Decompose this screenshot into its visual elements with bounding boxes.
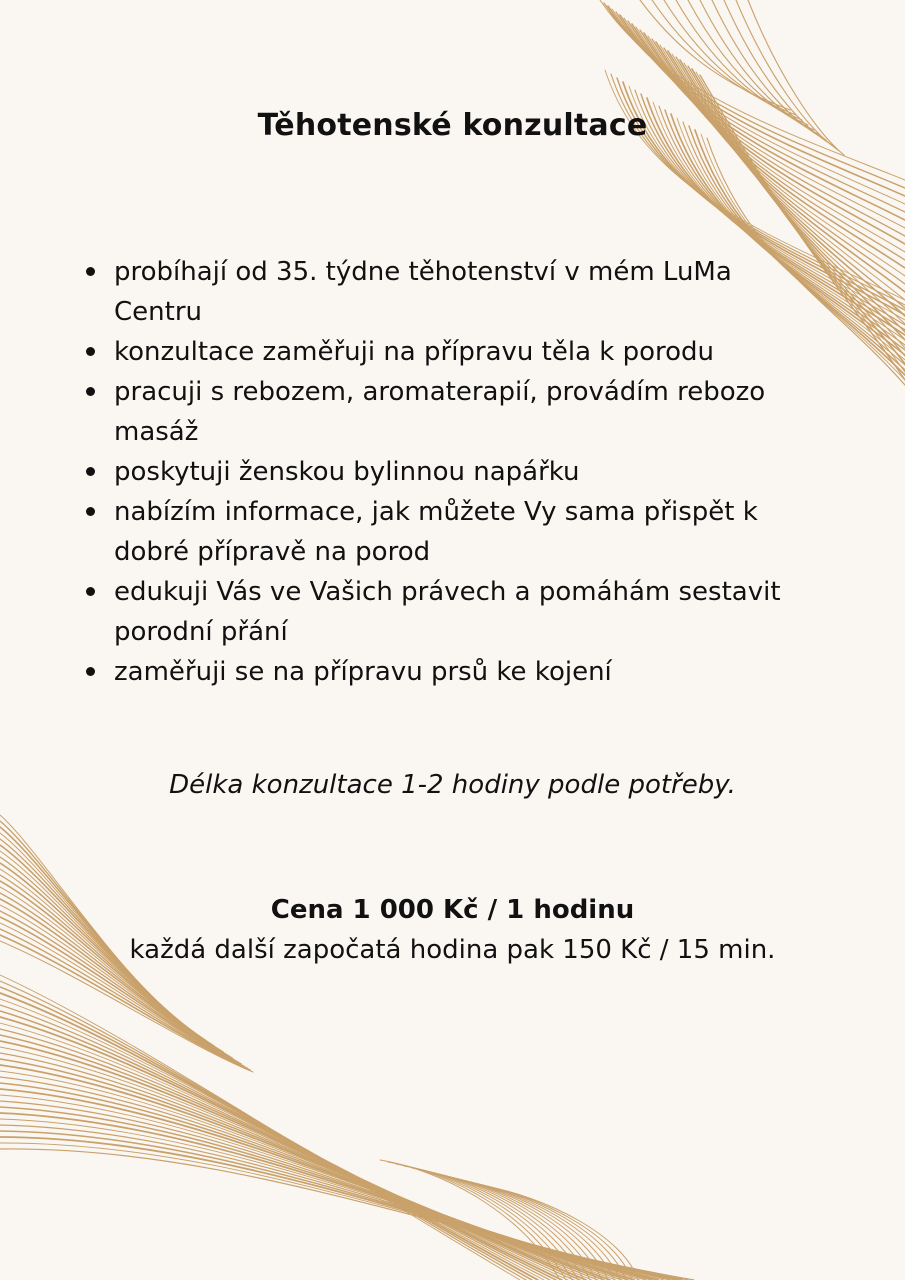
list-item: [82, 492, 822, 572]
page-title: Těhotenské konzultace: [257, 108, 648, 144]
bullet-icon: [86, 587, 95, 596]
list-item: [82, 652, 822, 692]
list-item: [82, 452, 822, 492]
price-block: [0, 890, 905, 970]
bullet-icon: [86, 267, 95, 276]
price-extra: každá další započatá hodina pak 150 Kč / 15 min.: [129, 935, 776, 965]
list-item-text: konzultace zaměřuji na přípravu těla k porodu: [114, 337, 715, 367]
list-item-text: probíhají od 35. týdne těhotenství v mém LuMa Centru: [114, 257, 732, 327]
list-item-text: edukuji Vás ve Vašich právech a pomáhám sestavit porodní přání: [114, 577, 781, 647]
list-item-text: zaměřuji se na přípravu prsů ke kojení: [114, 657, 612, 687]
list-item: [82, 572, 822, 652]
bullet-icon: [86, 387, 95, 396]
decorative-lines-bottom: [0, 790, 905, 1280]
list-item: [82, 332, 822, 372]
bullet-icon: [86, 667, 95, 676]
list-item-text: pracuji s rebozem, aromaterapií, provádím rebozo masáž: [114, 377, 766, 447]
list-item-text: nabízím informace, jak můžete Vy sama přispět k dobré přípravě na porod: [114, 497, 758, 567]
list-item: [82, 252, 822, 332]
list-item: [82, 372, 822, 452]
bullet-icon: [86, 467, 95, 476]
feature-list: [82, 252, 822, 692]
duration-note: Délka konzultace 1-2 hodiny podle potřeby.: [169, 770, 736, 800]
bullet-icon: [86, 347, 95, 356]
price-main: Cena 1 000 Kč / 1 hodinu: [270, 895, 635, 925]
list-item-text: poskytuji ženskou bylinnou napářku: [114, 457, 580, 487]
bullet-icon: [86, 507, 95, 516]
